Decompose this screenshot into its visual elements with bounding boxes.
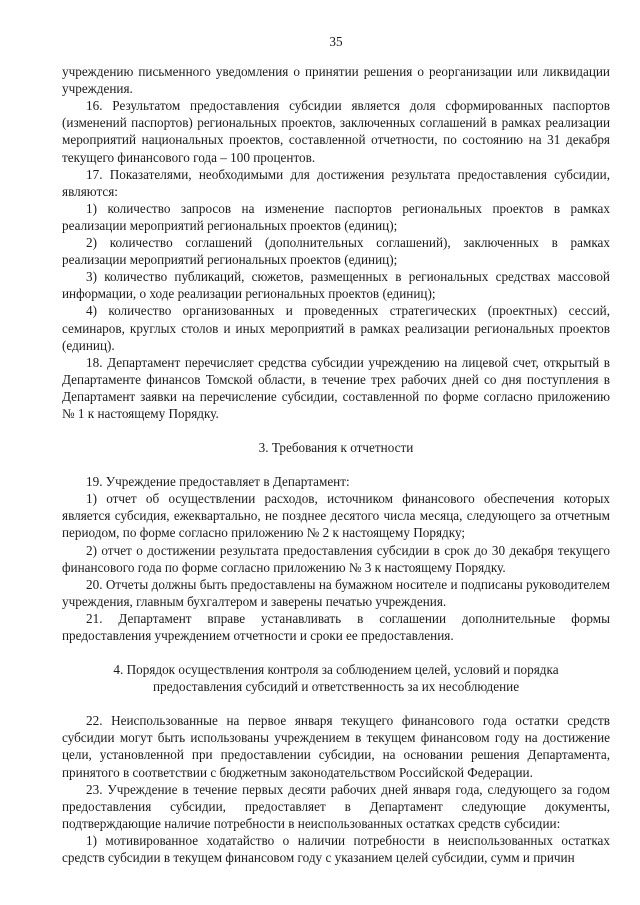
document-page <box>62 0 610 866</box>
paragraph-19-item-2: 2) отчет о достижении результата предоставления субсидии в срок до 30 декабря текущего финансового года по форме согласно приложению № 3 к настоящему Порядку. <box>62 542 610 575</box>
paragraph-19-item-1: 1) отчет об осуществлении расходов, источником финансового обеспечения которых является субсидия, ежеквартально, не позднее десятого числа месяца, следующего за отчетным периодом, по форме согласно приложению № 2 к настоящему Порядку; <box>62 491 610 541</box>
paragraph-18: 18. Департамент перечисляет средства субсидии учреждению на лицевой счет, открытый в Департаменте финансов Томской области, в течение трех рабочих дней со дня поступления в Департамент заявки на перечисление субсидии, составленной по форме согласно приложению № 1 к настоящему Порядку. <box>62 354 610 421</box>
paragraph-23-item-1: 1) мотивированное ходатайство о наличии потребности в неиспользованных остатках средств субсидии в текущем финансовом году с указанием целей субсидии, сумм и причин <box>62 832 610 866</box>
section-4-heading-line-1: 4. Порядок осуществления контроля за соблюдением целей, условий и порядка <box>113 662 559 678</box>
paragraph-23: 23. Учреждение в течение первых десяти рабочих дней января года, следующего за годом предоставления субсидии, предоставляет в Департамент следующие документы, подтверждающие наличие потребности в неиспользованных остатках средств субсидии: <box>62 781 610 831</box>
section-4-heading-line-2: предоставления субсидий и ответственность за их несоблюдение <box>152 679 520 695</box>
paragraph-16: 16. Результатом предоставления субсидии является доля сформированных паспортов (изменений паспортов) региональных проектов, заключенных соглашений в рамках реализации мероприятий национальных проектов, составленной отчетности, по состоянию на 31 декабря текущего финансового года – 100 процентов. <box>62 98 610 165</box>
section-4-heading <box>62 661 610 695</box>
section-3-heading: 3. Требования к отчетности <box>258 440 414 456</box>
paragraph-continuation: учреждению письменного уведомления о принятии решения о реорганизации или ликвидации учреждения. <box>62 64 610 97</box>
paragraph-22: 22. Неиспользованные на первое января текущего финансового года остатки средств субсидии могут быть использованы учреждением в текущем финансовом году на достижение цели, установленной при предоставлении субсидии, на основании решения Департамента, принятого в соответствии с бюджетным законодательством Российской Федерации. <box>62 713 610 780</box>
paragraph-17-item-1: 1) количество запросов на изменение паспортов региональных проектов в рамках реализации мероприятий региональных проектов (единиц); <box>62 200 610 233</box>
page-number: 35 <box>329 34 343 49</box>
paragraph-17-item-2: 2) количество соглашений (дополнительных соглашений), заключенных в рамках реализации мероприятий региональных проектов (единиц); <box>62 235 610 268</box>
paragraph-17: 17. Показателями, необходимыми для достижения результата предоставления субсидии, являются: <box>62 166 610 199</box>
paragraph-19: 19. Учреждение предоставляет в Департамент: <box>86 474 350 490</box>
paragraph-17-item-4: 4) количество организованных и проведенных стратегических (проектных) сессий, семинаров, круглых столов и иных мероприятий в рамках реализации региональных проектов (единиц). <box>62 303 610 353</box>
paragraph-20: 20. Отчеты должны быть предоставлены на бумажном носителе и подписаны руководителем учреждения, главным бухгалтером и заверены печатью учреждения. <box>62 576 610 609</box>
paragraph-21: 21. Департамент вправе устанавливать в соглашении дополнительные формы предоставления учреждением отчетности и сроки ее предоставления. <box>62 610 610 643</box>
paragraph-17-item-3: 3) количество публикаций, сюжетов, размещенных в региональных средствах массовой информации, о ходе реализации региональных проектов (единиц); <box>62 269 610 302</box>
